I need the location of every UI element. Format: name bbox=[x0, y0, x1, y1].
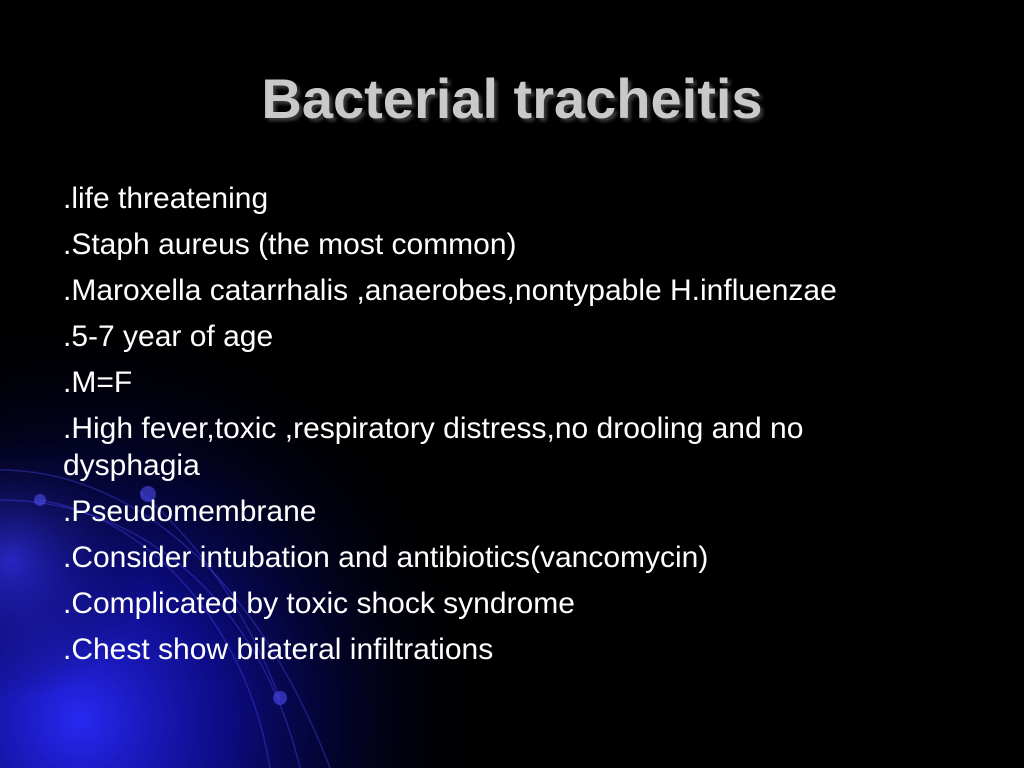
bullet-item: .M=F bbox=[63, 366, 133, 399]
bullet-item: .High fever,toxic ,respiratory distress,no drooling and no dysphagia bbox=[63, 412, 804, 482]
bullet-item: .Maroxella catarrhalis ,anaerobes,nontypable H.influenzae bbox=[63, 274, 837, 307]
bullet-item: .Complicated by toxic shock syndrome bbox=[63, 587, 575, 620]
bullet-item: .Chest show bilateral infiltrations bbox=[63, 633, 494, 666]
bullet-item: .Consider intubation and antibiotics(vancomycin) bbox=[63, 541, 709, 574]
bullet-item: .life threatening bbox=[63, 182, 269, 215]
bullet-item: .5-7 year of age bbox=[63, 320, 274, 353]
bullet-item: .Pseudomembrane bbox=[63, 495, 317, 528]
bullet-list bbox=[63, 180, 943, 677]
bullet-item: .Staph aureus (the most common) bbox=[63, 228, 517, 261]
slide-title: Bacterial tracheitis bbox=[261, 67, 763, 130]
